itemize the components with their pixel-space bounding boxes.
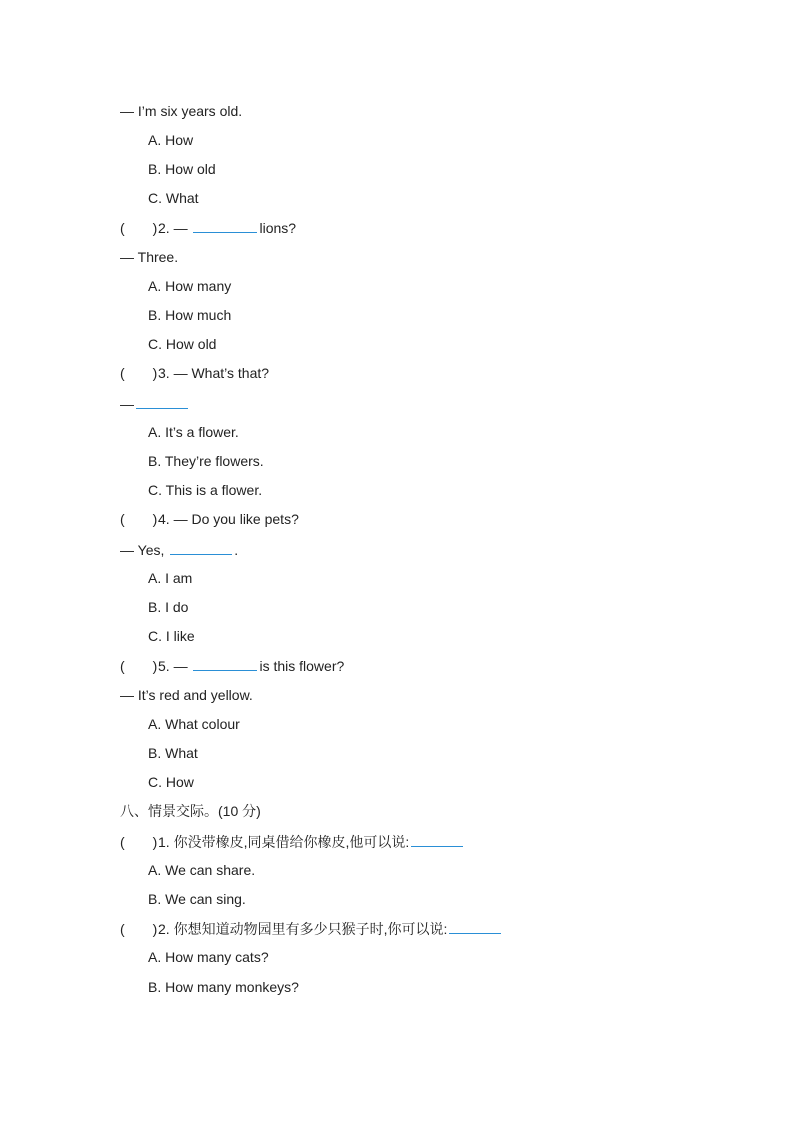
fill-blank[interactable] [411,831,463,847]
viii-q1-prompt: ( )1. 你没带橡皮,同桌借给你橡皮,他可以说: [120,831,465,852]
q5-option-c: C. How [148,774,194,790]
viii-q2-option-b: B. How many monkeys? [148,979,299,995]
viii-q1-option-b: B. We can sing. [148,891,246,907]
q1-answer: — I’m six years old. [120,103,243,119]
fill-blank[interactable] [136,393,188,409]
q4-answer: — Yes, . [120,539,238,560]
fill-blank[interactable] [193,655,257,671]
q2-option-a: A. How many [148,278,232,294]
answer-bracket[interactable]: ( ) [120,834,158,850]
q4-option-a: A. I am [148,570,193,586]
answer-bracket[interactable]: ( ) [120,511,158,527]
q5-option-b: B. What [148,745,198,761]
viii-q2-option-a: A. How many cats? [148,949,269,965]
q4-option-b: B. I do [148,599,189,615]
q2-answer: — Three. [120,249,179,265]
q3-prompt: ( )3. — What’s that? [120,365,270,381]
q3-answer: — [120,393,190,414]
q4-prompt: ( )4. — Do you like pets? [120,511,299,527]
q5-option-a: A. What colour [148,716,240,732]
answer-bracket[interactable]: ( ) [120,365,158,381]
q3-option-b: B. They’re flowers. [148,453,264,469]
q3-option-c: C. This is a flower. [148,482,263,498]
section-title: 八、情景交际。(10 分) [120,803,261,819]
fill-blank[interactable] [193,217,257,233]
q1-option-c: C. What [148,190,199,206]
q1-option-a: A. How [148,132,194,148]
viii-q1-option-a: A. We can share. [148,862,256,878]
answer-bracket[interactable]: ( ) [120,220,158,236]
fill-blank[interactable] [170,539,232,555]
viii-q2-prompt: ( )2. 你想知道动物园里有多少只猴子时,你可以说: [120,918,503,939]
q2-option-c: C. How old [148,336,217,352]
q5-prompt: ( )5. — is this flower? [120,655,344,676]
answer-bracket[interactable]: ( ) [120,921,158,937]
q4-option-c: C. I like [148,628,195,644]
q3-option-a: A. It’s a flower. [148,424,239,440]
answer-bracket[interactable]: ( ) [120,658,158,674]
q2-option-b: B. How much [148,307,232,323]
fill-blank[interactable] [449,918,501,934]
q2-prompt: ( )2. — lions? [120,217,296,238]
q5-answer: — It’s red and yellow. [120,687,253,703]
q1-option-b: B. How old [148,161,216,177]
